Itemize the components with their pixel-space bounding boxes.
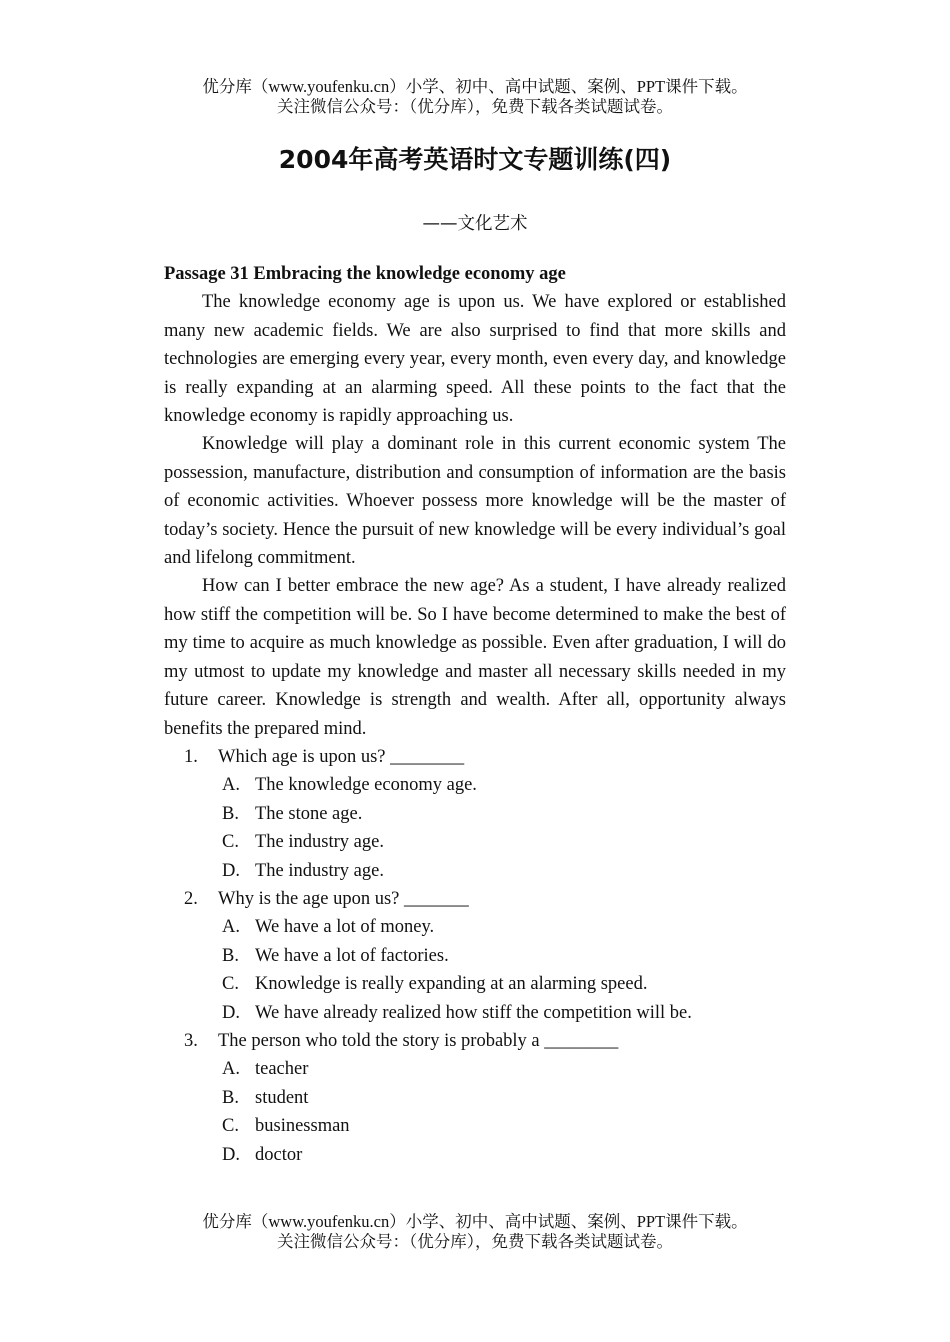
- document-subtitle: ——文化艺术: [422, 214, 528, 234]
- option-letter: D.: [222, 1002, 240, 1023]
- option-text: teacher: [255, 1059, 309, 1080]
- document-title: 2004年高考英语时文专题训练(四): [278, 145, 672, 174]
- question-stem: [164, 743, 786, 771]
- passage-paragraph: How can I better embrace the new age? As a student, I have already realized how stiff the competition will be. So I have become determined to make the best of my time to acquire as much knowledge as possible. Even after graduation, I will do my utmost to update my knowledge and master all necessary skills needed in my future career. Knowledge is strength and wealth. After all, opportunity always benefits the prepared mind.: [164, 576, 786, 739]
- answer-option: [164, 970, 786, 998]
- option-letter: D.: [222, 1144, 240, 1165]
- answer-option: [164, 913, 786, 941]
- footer-line-2: 关注微信公众号：（优分库），免费下载各类试题试卷。: [277, 1232, 673, 1251]
- option-letter: B.: [222, 803, 239, 824]
- answer-option: [164, 828, 786, 856]
- option-text: We have already realized how stiff the competition will be.: [255, 1002, 692, 1023]
- option-text: We have a lot of money.: [255, 917, 435, 938]
- option-letter: A.: [222, 917, 240, 938]
- option-letter: C.: [222, 974, 239, 995]
- question-stem: [164, 1027, 786, 1055]
- header-line-2: 关注微信公众号：（优分库），免费下载各类试题试卷。: [277, 97, 673, 116]
- option-text: We have a lot of factories.: [255, 945, 449, 966]
- passage-content: [164, 260, 786, 1169]
- option-text: businessman: [255, 1116, 350, 1137]
- question-number: 3.: [184, 1030, 198, 1051]
- option-text: The knowledge economy age.: [255, 775, 477, 796]
- option-letter: A.: [222, 1059, 240, 1080]
- answer-option: [164, 857, 786, 885]
- option-text: The stone age.: [255, 803, 363, 824]
- question-1: [164, 743, 786, 885]
- option-letter: A.: [222, 775, 240, 796]
- answer-option: [164, 1055, 786, 1083]
- page-header: [0, 77, 950, 117]
- option-letter: D.: [222, 860, 240, 881]
- option-letter: B.: [222, 945, 239, 966]
- answer-option: [164, 999, 786, 1027]
- question-stem: [164, 885, 786, 913]
- question-3: [164, 1027, 786, 1169]
- question-2: [164, 885, 786, 1027]
- answer-option: [164, 1084, 786, 1112]
- option-letter: C.: [222, 832, 239, 853]
- option-letter: C.: [222, 1116, 239, 1137]
- question-number: 2.: [184, 888, 198, 909]
- question-number: 1.: [184, 746, 198, 767]
- passage-title: Passage 31 Embracing the knowledge economy age: [164, 264, 566, 284]
- passage-paragraph: The knowledge economy age is upon us. We have explored or established many new academic fields. We are also surprised to find that more skills and technologies are emerging every year, every month, even every day, and knowledge is really expanding at an alarming speed. All these points to the fact that the knowledge economy is rapidly approaching us.: [164, 292, 786, 427]
- option-text: Knowledge is really expanding at an alarming speed.: [255, 974, 648, 995]
- option-text: The industry age.: [255, 832, 384, 853]
- question-text: The person who told the story is probably a ________: [218, 1030, 619, 1051]
- passage-paragraph: Knowledge will play a dominant role in this current economic system The possession, manufacture, distribution and consumption of information are the basis of economic activities. Whoever possess more knowledge will be the master of today’s society. Hence the pursuit of new knowledge will be every individual’s goal and lifelong commitment.: [164, 434, 786, 569]
- question-text: Why is the age upon us? _______: [218, 888, 469, 909]
- question-text: Which age is upon us? ________: [218, 746, 465, 767]
- answer-option: [164, 1141, 786, 1169]
- footer-line-1: 优分库（www.youfenku.cn）小学、初中、高中试题、案例、PPT课件下载。: [202, 1212, 748, 1231]
- option-text: doctor: [255, 1144, 303, 1165]
- answer-option: [164, 771, 786, 799]
- option-text: The industry age.: [255, 860, 384, 881]
- page-footer: [0, 1212, 950, 1252]
- option-text: student: [255, 1087, 309, 1108]
- header-line-1: 优分库（www.youfenku.cn）小学、初中、高中试题、案例、PPT课件下载。: [202, 77, 748, 96]
- option-letter: B.: [222, 1087, 239, 1108]
- answer-option: [164, 1112, 786, 1140]
- answer-option: [164, 942, 786, 970]
- answer-option: [164, 800, 786, 828]
